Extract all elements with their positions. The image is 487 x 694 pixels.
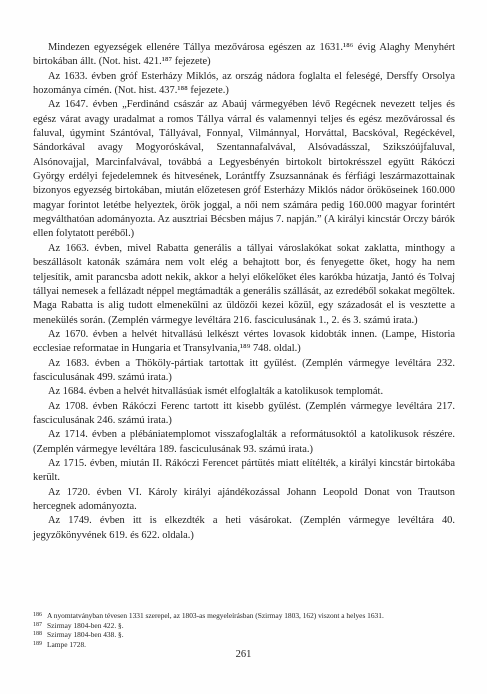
page-number: 261: [235, 649, 252, 660]
paragraph-1633: Az 1633. évben gróf Esterházy Miklós, az ország nádora foglalta el feleségé, Dersffy Orsolya hozományа címén. (Not. hist. 437.¹⁸⁸ fejezete.): [33, 70, 455, 97]
footnote-187: [33, 621, 455, 631]
footnote-number: 187: [33, 621, 42, 628]
paragraph-1684: Az 1684. évben a helvét hitvallásúak ismét elfoglalták a katolikusok templomát.: [48, 386, 384, 398]
footnote-text: Szirmay 1804-ben 438. §.: [47, 630, 124, 640]
paragraph-1708: Az 1708. évben Rákóczi Ferenc tartott itt kisebb gyűlést. (Zemplén vármegye levéltára 217. fasciculusának 246. számú irata.): [33, 400, 455, 426]
paragraph-1749: Az 1749. évben itt is elkezdték a heti vásárokat. (Zemplén vármegye levéltára 40. jegyzőkönyvének 619. és 622. oldala.): [33, 515, 455, 541]
paragraph-1715: Az 1715. évben, miután II. Rákóczi Ferencet pártütés miatt elítélték, a királyi kincstár birtokába került.: [33, 457, 455, 484]
footnote-text: Lampe 1728.: [47, 639, 86, 649]
footnote-186: [33, 611, 455, 621]
footnote-number: 186: [33, 612, 42, 618]
paragraph-1663: Az 1663. évben, mivel Rabatta generális a tállyai városlakókat sokat zaklatta, minthogy a beszállásolt katonák számára nem volt elég a behajtott bor, és fenyegette őket, hogy ha nem teljesítik, amit parancsba adott nekik, akkor a helyi előkelőket éles karókba húzatja, Jantó és Tolvaj tállyai nemesek a fellázadt néppel megtámadták a generális szállását, az ezredéből sokakat megöltek. Maga Rabatta is alig tudott elmenekülni az üldözői kezei közül, egy századosát el is vesztette a menekülés során. (Zemplén vármegye levéltára 216. fasciculusának 1., 2. és 3. számú irata.): [33, 242, 455, 326]
body-text: [33, 41, 455, 543]
footnote-text: A nyomtatványban tévesen 1331 szerepel, az 1803-as megyeleírásban (Szirmay 1803, 162) viszont a helyes 1631.: [47, 611, 384, 620]
paragraph-1647: Az 1647. évben „Ferdinánd császár az Abaúj vármegyében lévő Regécnek nevezett teljes és egész várat avagy uradalmat a romos Tállya várral és valamennyi teljes és egész mezővárossal és faluval, úgymint Szántóval, Tállyával, Fonnyal, Vilmánnyal, Horváttal, Bacskóval, Regéckével, Sándorkával avagy Mogyoróskával, Szentannafalvával, Alsóvadásszal, Szikszóújfaluval, Alsónovajjal, Marcinfalvával, továbbá a Legyesbényén birtokolt birtokrésszel együtt Rákóczi György erdélyi fejedelemnek és hitvesének, Lorántffy Zsuzsannának és férfiági leszármazottainak bizonyos egyezség birtokában, miután előzetesen gróf Esterházy Miklós nádor örököseinek 160.000 magyar forintot letétbe helyeztek, örök joggal, a női nem számára pedig 160.000 magyar forintért megválthatóan adományozta. Az ausztriai Bécsben május 7. napján.” (A királyi kincstár Orczy bárók ellen folytatott peréből.): [33, 99, 455, 240]
footnote-188: [33, 630, 455, 640]
paragraph-1670: Az 1670. évben a helvét hitvallású lelkészt vértes lovasok kidobták innen. (Lampe, Historia ecclesiae reformatae in Hungaria et Transylvania,¹⁸⁹ 748. oldal.): [33, 328, 455, 355]
footnote-number: 189: [33, 640, 42, 647]
paragraph-1720: Az 1720. évben VI. Károly királyi ajándékozással Johann Leopold Donat von Trautson hercegnek adományozta.: [33, 486, 455, 512]
paragraph-1714: Az 1714. évben a plébániatemplomot visszafoglalták a reformátusoktól a katolikusok részére. (Zemplén vármegye levéltára 189. fasciculusának 93. számú irata.): [33, 429, 455, 455]
footnote-number: 188: [33, 631, 42, 638]
footnote-text: Szirmay 1804-ben 422. §.: [47, 620, 124, 630]
footnotes: [33, 611, 455, 649]
paragraph-1683: Az 1683. évben a Thököly-pártiak tartottak itt gyűlést. (Zemplén vármegye levéltára 232. fasciculusának 499. számú irata.): [33, 357, 455, 383]
footnote-189: [33, 640, 455, 650]
paragraph-1631: Mindezen egyezségek ellenére Tállya mezővárosa egészen az 1631.¹⁸⁶ évig Alaghy Menyhért birtokában állt. (Not. hist. 421.¹⁸⁷ fejezete): [33, 42, 455, 68]
